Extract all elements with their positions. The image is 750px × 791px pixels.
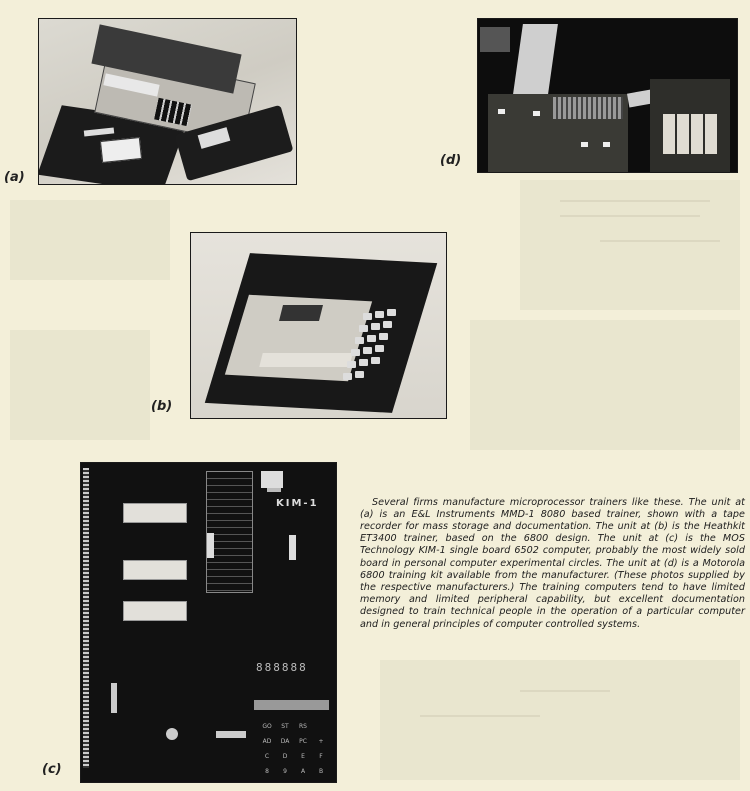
photo-c-kim1-board: KIM-1 888888 GO ST RS AD DA PC + C D E F 8 9 A B <box>80 462 337 783</box>
figure-caption: Several firms manufacture microprocessor trainers like these. The unit at (a) is an E&L Instruments MMD-1 8080 based trainer, shown with a tape recorder for mass storage and documentation. The unit at (b) is the Heathkit ET3400 trainer, based on the 6800 design. The unit at (c) is the MOS Technology KIM-1 single board 6502 computer, probably the most widely sold board in personal computer experimental circles. The unit at (d) is a Motorola 6800 training kit available from the manufacturer. (These photos supplied by the respective manufacturers.) The training computers tend to have limited memory and limited peripheral capability, but excellent documentation designed to train technical people in the operation of a particular computer and in general principles of computer controlled systems. <box>360 496 745 630</box>
figure-label-c: (c) <box>42 762 62 777</box>
kim1-led-display: 888888 <box>256 661 308 674</box>
figure-label-a: (a) <box>4 170 25 185</box>
figure-label-d: (d) <box>440 153 462 168</box>
photo-d-motorola-6800-kit <box>477 18 738 173</box>
kim1-board-label: KIM-1 <box>276 498 319 509</box>
figure-label-b: (b) <box>151 399 173 414</box>
photo-a-mmd1-trainer <box>38 18 297 185</box>
photo-b-heathkit-et3400 <box>190 232 447 419</box>
